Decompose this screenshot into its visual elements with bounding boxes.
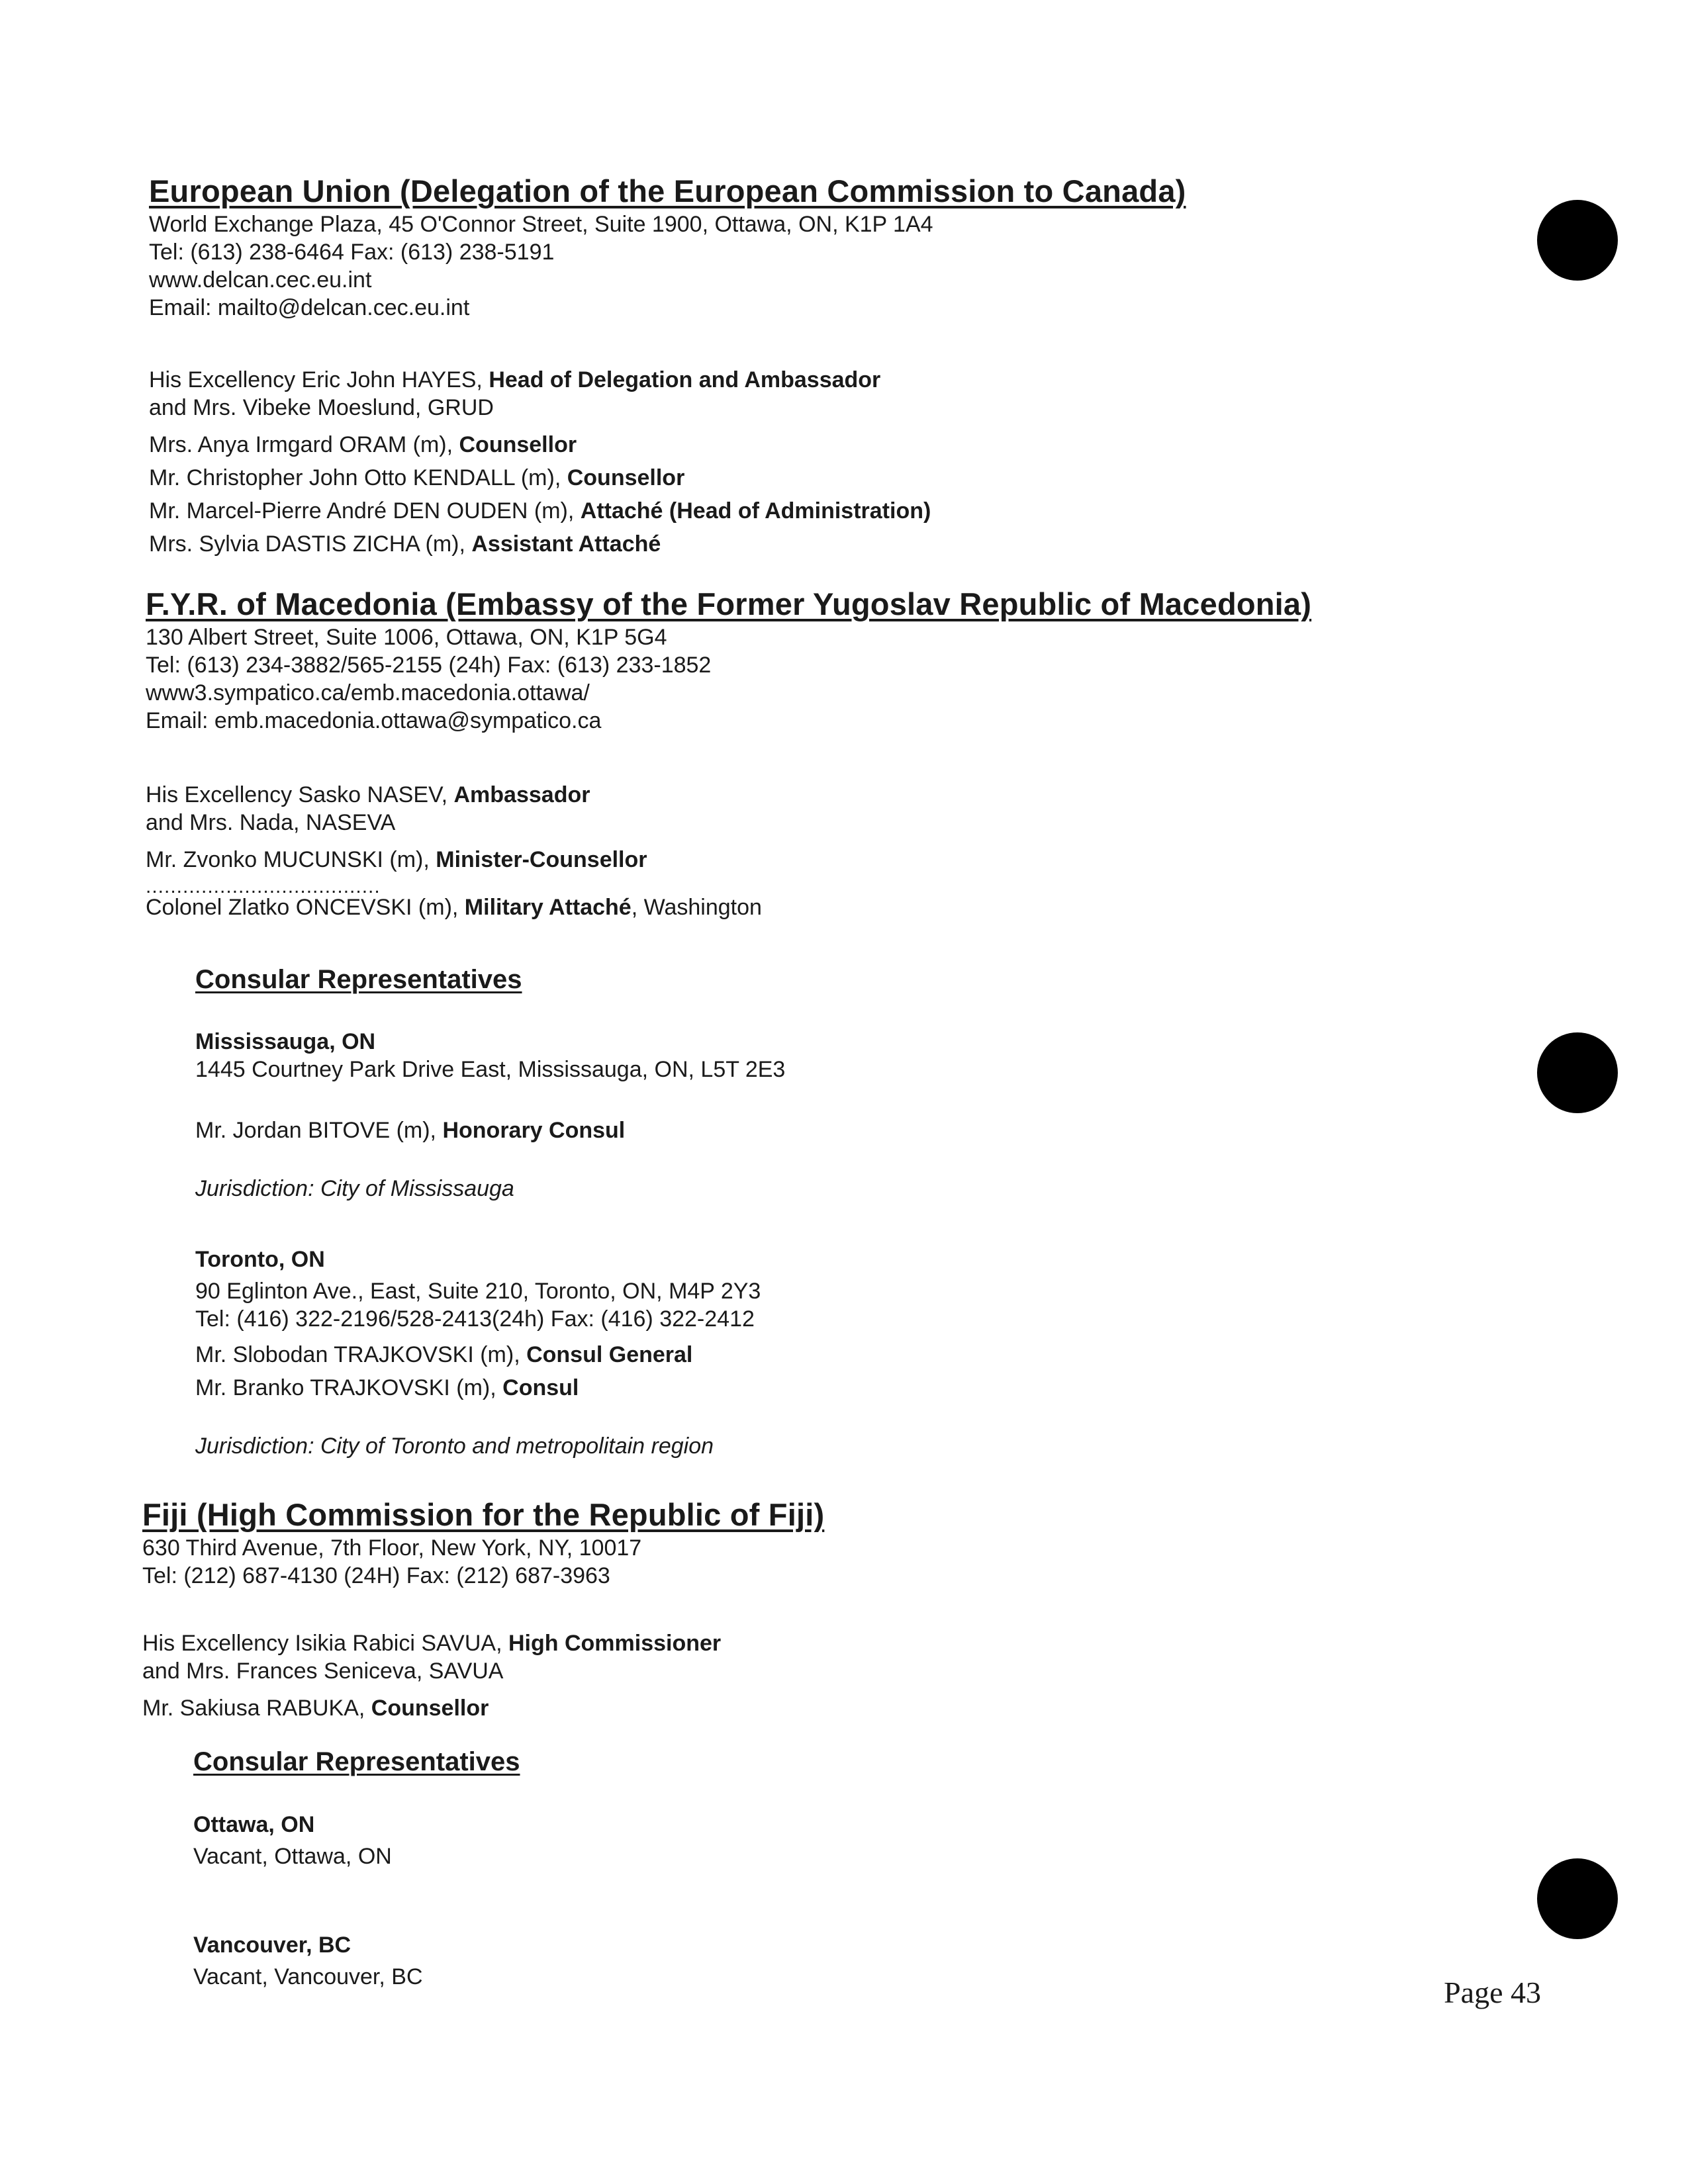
mississauga-address: 1445 Courtney Park Drive East, Mississauga, ON, L5T 2E3 bbox=[195, 1057, 786, 1082]
mk-section bbox=[146, 586, 1311, 735]
mk-website: www3.sympatico.ca/emb.macedonia.ottawa/ bbox=[146, 680, 590, 706]
toronto-city: Toronto, ON bbox=[195, 1247, 325, 1272]
mk-toronto bbox=[195, 1246, 761, 1460]
mk-tel: Tel: (613) 234-3882/565-2155 (24h) Fax: (613) 233-1852 bbox=[146, 653, 712, 678]
mk-consular-heading: Consular Representatives bbox=[195, 965, 522, 994]
fiji-person-line: Mr. Sakiusa RABUKA, Counsellor bbox=[142, 1696, 489, 1721]
vancouver-city: Vancouver, BC bbox=[193, 1933, 352, 1958]
ottawa-city: Ottawa, ON bbox=[193, 1812, 315, 1837]
fiji-consular bbox=[193, 1747, 520, 1777]
fiji-person-line: His Excellency Isikia Rabici SAVUA, High Commissioner bbox=[142, 1631, 722, 1656]
mk-heading: F.Y.R. of Macedonia (Embassy of the Former Yugoslav Republic of Macedonia) bbox=[146, 586, 1312, 621]
mississauga-jurisdiction: Jurisdiction: City of Mississauga bbox=[195, 1176, 514, 1201]
mk-person-line: Mr. Zvonko MUCUNSKI (m), Minister-Counsellor bbox=[146, 847, 647, 872]
mk-address: 130 Albert Street, Suite 1006, Ottawa, ON, K1P 5G4 bbox=[146, 625, 667, 651]
fiji-consular-heading: Consular Representatives bbox=[193, 1747, 520, 1776]
eu-person-line: and Mrs. Vibeke Moeslund, GRUD bbox=[149, 395, 494, 420]
eu-person-line: His Excellency Eric John HAYES, Head of Delegation and Ambassador bbox=[149, 367, 881, 392]
eu-person-line: Mrs. Sylvia DASTIS ZICHA (m), Assistant Attaché bbox=[149, 531, 661, 557]
mississauga-person-line: Mr. Jordan BITOVE (m), Honorary Consul bbox=[195, 1118, 626, 1143]
eu-website: www.delcan.cec.eu.int bbox=[149, 267, 372, 293]
binder-hole-top bbox=[1537, 200, 1618, 281]
fiji-people bbox=[142, 1629, 721, 1722]
fiji-address: 630 Third Avenue, 7th Floor, New York, NY, 10017 bbox=[142, 1535, 642, 1561]
toronto-tel: Tel: (416) 322-2196/528-2413(24h) Fax: (416) 322-2412 bbox=[195, 1306, 755, 1332]
fiji-section bbox=[142, 1497, 824, 1590]
fiji-ottawa bbox=[193, 1811, 392, 1870]
eu-email: Email: mailto@delcan.cec.eu.int bbox=[149, 295, 470, 321]
toronto-person-line: Mr. Branko TRAJKOVSKI (m), Consul bbox=[195, 1375, 579, 1400]
toronto-address: 90 Eglinton Ave., East, Suite 210, Toronto, ON, M4P 2Y3 bbox=[195, 1279, 761, 1304]
eu-person-line: Mr. Marcel-Pierre André DEN OUDEN (m), Attaché (Head of Administration) bbox=[149, 498, 931, 523]
eu-address: World Exchange Plaza, 45 O'Connor Street, Suite 1900, Ottawa, ON, K1P 1A4 bbox=[149, 212, 933, 238]
eu-tel: Tel: (613) 238-6464 Fax: (613) 238-5191 bbox=[149, 240, 555, 265]
fiji-tel: Tel: (212) 687-4130 (24H) Fax: (212) 687-3963 bbox=[142, 1563, 610, 1589]
toronto-person-line: Mr. Slobodan TRAJKOVSKI (m), Consul General bbox=[195, 1342, 693, 1367]
fiji-vancouver bbox=[193, 1931, 423, 1991]
binder-hole-middle bbox=[1537, 1032, 1618, 1113]
eu-section bbox=[149, 173, 1186, 322]
eu-heading: European Union (Delegation of the European Commission to Canada) bbox=[149, 173, 1186, 208]
mississauga-city: Mississauga, ON bbox=[195, 1029, 376, 1054]
separator-dots: ...................................... bbox=[146, 876, 381, 897]
fiji-heading: Fiji (High Commission for the Republic of Fiji) bbox=[142, 1497, 825, 1532]
mk-email: Email: emb.macedonia.ottawa@sympatico.ca bbox=[146, 708, 602, 734]
vancouver-address: Vacant, Vancouver, BC bbox=[193, 1964, 423, 1989]
toronto-jurisdiction: Jurisdiction: City of Toronto and metropolitain region bbox=[195, 1433, 714, 1459]
fiji-person-line: and Mrs. Frances Seniceva, SAVUA bbox=[142, 1659, 504, 1684]
ottawa-address: Vacant, Ottawa, ON bbox=[193, 1844, 392, 1869]
eu-person-line: Mr. Christopher John Otto KENDALL (m), Counsellor bbox=[149, 465, 685, 490]
mk-person-line: and Mrs. Nada, NASEVA bbox=[146, 810, 396, 835]
mk-colonel-line: Colonel Zlatko ONCEVSKI (m), Military Attaché, Washington bbox=[146, 895, 762, 920]
mk-consular bbox=[195, 965, 522, 995]
page-number: Page 43 bbox=[1444, 1976, 1541, 2009]
mk-mississauga bbox=[195, 1028, 785, 1203]
eu-person-line: Mrs. Anya Irmgard ORAM (m), Counsellor bbox=[149, 432, 577, 457]
binder-hole-bottom bbox=[1537, 1858, 1618, 1939]
mk-people bbox=[146, 781, 762, 921]
mk-person-line: His Excellency Sasko NASEV, Ambassador bbox=[146, 782, 590, 807]
eu-people bbox=[149, 366, 931, 558]
